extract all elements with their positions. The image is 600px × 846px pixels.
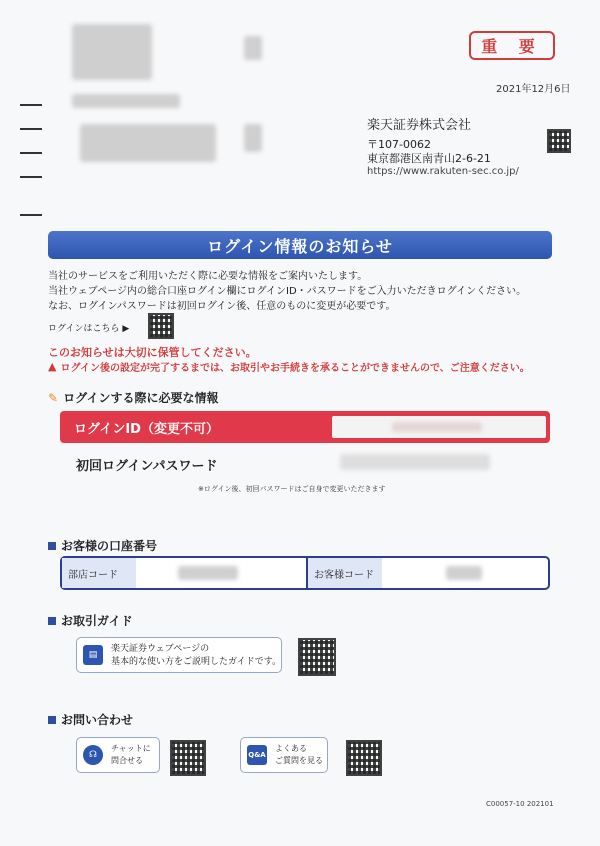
login-qr-icon[interactable] bbox=[148, 313, 174, 339]
chat-text bbox=[111, 743, 151, 767]
section-title-text: お客様の口座番号 bbox=[61, 539, 158, 553]
margin-mark bbox=[20, 128, 42, 130]
faq-qr-icon[interactable] bbox=[346, 740, 382, 776]
square-bullet-icon bbox=[48, 542, 56, 550]
faq-text-line: ご質問を見る bbox=[275, 756, 323, 765]
square-bullet-icon bbox=[48, 617, 56, 625]
recipient-redacted bbox=[72, 94, 180, 108]
section-title-text: ログインする際に必要な情報 bbox=[63, 391, 219, 405]
keep-warning: このお知らせは大切に保管してください。 bbox=[48, 346, 257, 359]
login-id-row bbox=[60, 411, 550, 443]
guide-text-line: 楽天証券ウェブページの bbox=[111, 644, 210, 654]
faq-text bbox=[275, 743, 323, 767]
login-id-value bbox=[332, 416, 546, 438]
recipient-redacted bbox=[80, 124, 216, 162]
branch-code-value bbox=[178, 566, 238, 580]
account-section-title bbox=[48, 537, 157, 554]
margin-mark bbox=[20, 176, 42, 178]
recipient-redacted bbox=[244, 36, 262, 60]
section-title-text: お取引ガイド bbox=[61, 614, 133, 628]
branch-code-label: 部店コード bbox=[62, 558, 136, 588]
contact-section-title bbox=[48, 711, 133, 728]
margin-mark bbox=[20, 152, 42, 154]
login-link[interactable]: ログインはこちら ▶ bbox=[48, 324, 130, 334]
faq-text-line: よくある bbox=[275, 744, 307, 753]
password-note: ※ログイン後、初回パスワードはご自身で変更いただきます bbox=[198, 485, 386, 493]
login-section-title bbox=[48, 389, 218, 406]
intro-line: 当社ウェブページ内の総合口座ログイン欄にログインID・パスワードをご入力いただきログインください。 bbox=[48, 286, 527, 297]
section-title-text: お問い合わせ bbox=[61, 713, 134, 727]
guide-qr-icon[interactable] bbox=[298, 638, 336, 676]
document-code: C00057-10 202101 bbox=[486, 800, 554, 808]
guide-section-title bbox=[48, 612, 133, 629]
customer-code-value bbox=[446, 566, 482, 580]
faq-link[interactable] bbox=[240, 737, 328, 773]
chat-text-line: チャットに bbox=[111, 744, 151, 753]
guide-text bbox=[111, 643, 281, 669]
chat-qr-icon[interactable] bbox=[170, 740, 206, 776]
password-label: 初回ログインパスワード bbox=[76, 459, 218, 474]
book-icon: ▤ bbox=[83, 645, 103, 665]
intro-line: なお、ログインパスワードは初回ログイン後、任意のものに変更が必要です。 bbox=[48, 301, 396, 312]
qa-icon: Q&A bbox=[247, 745, 267, 765]
caution-row bbox=[48, 359, 530, 374]
recipient-redacted bbox=[72, 24, 152, 80]
company-name: 楽天証券株式会社 bbox=[367, 118, 472, 133]
issue-date: 2021年12月6日 bbox=[496, 84, 571, 95]
postal-code: 〒107-0062 bbox=[367, 138, 431, 151]
qr-code-icon[interactable] bbox=[547, 129, 571, 153]
warning-icon: ▲ bbox=[48, 360, 57, 373]
chat-text-line: 問合せる bbox=[111, 756, 143, 765]
headset-icon: ☊ bbox=[83, 745, 103, 765]
margin-mark bbox=[20, 104, 42, 106]
important-badge: 重 要 bbox=[469, 31, 555, 60]
account-number-box bbox=[60, 556, 550, 590]
guide-link[interactable] bbox=[76, 637, 282, 673]
login-id-label: ログインID（変更不可） bbox=[74, 421, 219, 437]
chat-link[interactable] bbox=[76, 737, 160, 773]
pencil-icon: ✎ bbox=[48, 390, 59, 405]
password-value bbox=[340, 454, 490, 470]
page-title: ログイン情報のお知らせ bbox=[48, 231, 552, 259]
company-url[interactable]: https://www.rakuten-sec.co.jp/ bbox=[367, 166, 519, 177]
customer-code-label: お客様コード bbox=[308, 558, 382, 588]
square-bullet-icon bbox=[48, 716, 56, 724]
intro-line: 当社のサービスをご利用いただく際に必要な情報をご案内いたします。 bbox=[48, 271, 368, 282]
caution-text: ログイン後の設定が完了するまでは、お取引やお手続きを承ることができませんので、ご注意ください。 bbox=[60, 363, 530, 374]
recipient-redacted bbox=[244, 124, 262, 152]
guide-text-line: 基本的な使い方をご説明したガイドです。 bbox=[111, 657, 282, 667]
address: 東京都港区南青山2-6-21 bbox=[367, 152, 491, 165]
margin-mark bbox=[20, 214, 42, 216]
